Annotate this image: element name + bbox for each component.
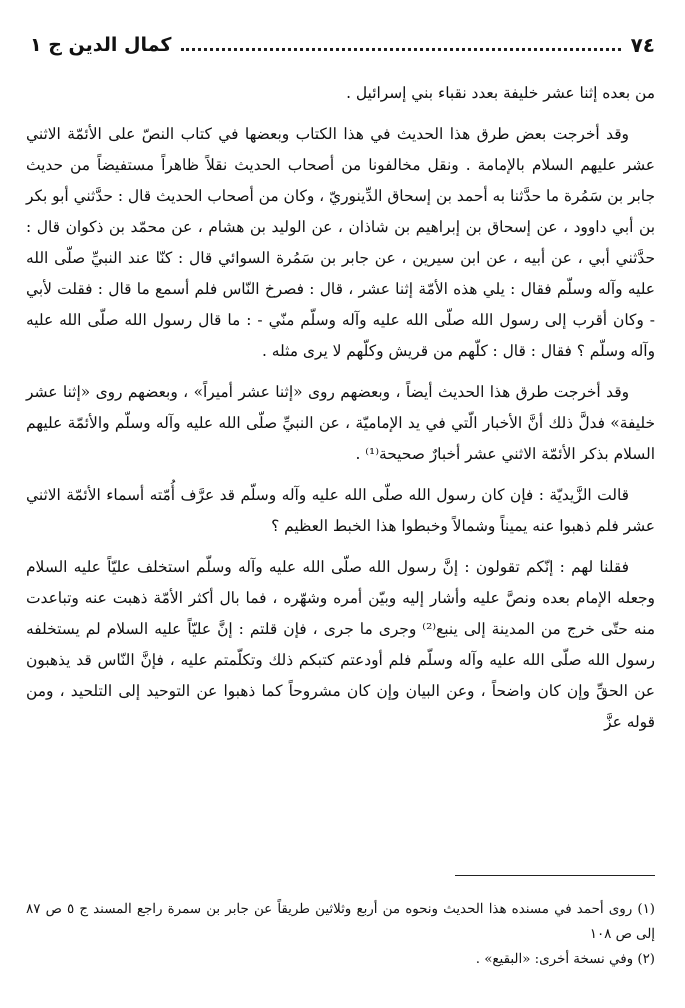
paragraph: وقد أخرجت بعض طرق هذا الحديث في هذا الكتاب وبعضها في كتاب النصّ على الأئمّة الاثني عشر عليهم السلام بالإمامة . ونقل مخالفونا من أصحاب الحديث نقلاً ظاهراً مستفيضاً من حديث جابر بن سَمُرة ما حدَّثنا به أحمد بن إسحاق الدِّينوريّ ، وكان من أصحاب الحديث قال : حدَّثني أبو بكر بن أبي داوود ، عن إسحاق بن إبراهيم بن شاذان ، عن الوليد بن هشام ، عن محمّد بن ذكوان قال : حدَّثني أبي ، عن أبيه ، عن ابن سيرين ، عن جابر بن سَمُرة السوائي قال : كنّا عند النبيِّ صلّى الله عليه وآله وسلّم فقال : يلي هذه الأمّة إثنا عشر ، قال : فصرخ النّاس فلم أسمع ما قال : فقلت لأبي - وكان أقرب إلى رسول الله صلّى الله عليه وآله وسلّم منّي - : ما قال رسول الله صلّى الله عليه وآله وسلّم ؟ فقال : قال : كلّهم من قريش وكلّهم لا يرى مثله .: [26, 125, 655, 360]
footnote: (١) روى أحمد في مسنده هذا الحديث ونحوه من أربع وثلاثين طريقاً عن جابر بن سمرة راجع المسند ج ٥ ص ٨٧ إلى ص ١٠٨: [26, 902, 656, 942]
header-dotted-leader: [181, 48, 620, 51]
footnotes: [26, 897, 655, 972]
main-text: [26, 78, 655, 748]
footnote: (٢) وفي نسخة أخرى: «البقيع» .: [475, 952, 655, 967]
paragraph: وقد أخرجت طرق هذا الحديث أيضاً ، وبعضهم روى «إثنا عشر أميراً» ، وبعضهم روى «إثنا عشر خليفة» فدلَّ ذلك أنَّ الأخبار الّتي في يد الإماميّة ، عن النبيِّ صلّى الله عليه وآله وسلّم والأئمّة عليهم السلام بذكر الأئمّة الاثني عشر أخبارٌ صحيحة⁽¹⁾ .: [26, 383, 655, 463]
paragraph: من بعده إثنا عشر خليفة بعدد نقباء بني إسرائيل .: [346, 84, 655, 102]
paragraph: قالت الزَّيديّة : فإن كان رسول الله صلّى الله عليه وآله وسلّم قد عرَّف أُمّته أسماء الأئمّة الاثني عشر فلم ذهبوا عنه يميناً وشمالاً وخبطوا هذا الخبط العظيم ؟: [26, 486, 655, 535]
page-header: [30, 30, 655, 60]
footnote-divider: [455, 875, 655, 876]
page-number: ٧٤: [630, 33, 655, 57]
paragraph: فقلنا لهم : إنّكم تقولون : إنَّ رسول الله صلّى الله عليه وآله وسلّم استخلف عليّاً عليه السلام وجعله الإمام بعده ونصَّ عليه وأشار إليه وبيّن أمره وشهّره ، فما بال أكثر الأمّة ذهبت عنه وتباعدت منه حتّى خرج من المدينة إلى ينبع⁽²⁾ وجرى ما جرى ، فإن قلتم : إنَّ عليّاً عليه السلام لم يستخلفه رسول الله صلّى الله عليه وآله وسلّم فلم أودعتم كتبكم ذلك وتكلّمتم عليه ، فإنَّ النّاس قد يذهبون عن الحقِّ وإن كان واضحاً ، وعن البيان وإن كان مشروحاً كما ذهبوا عن التوحيد إلى التلحيد ، ومن قوله عزَّ: [26, 558, 655, 731]
book-title: كمال الدين ج ١: [30, 34, 172, 56]
